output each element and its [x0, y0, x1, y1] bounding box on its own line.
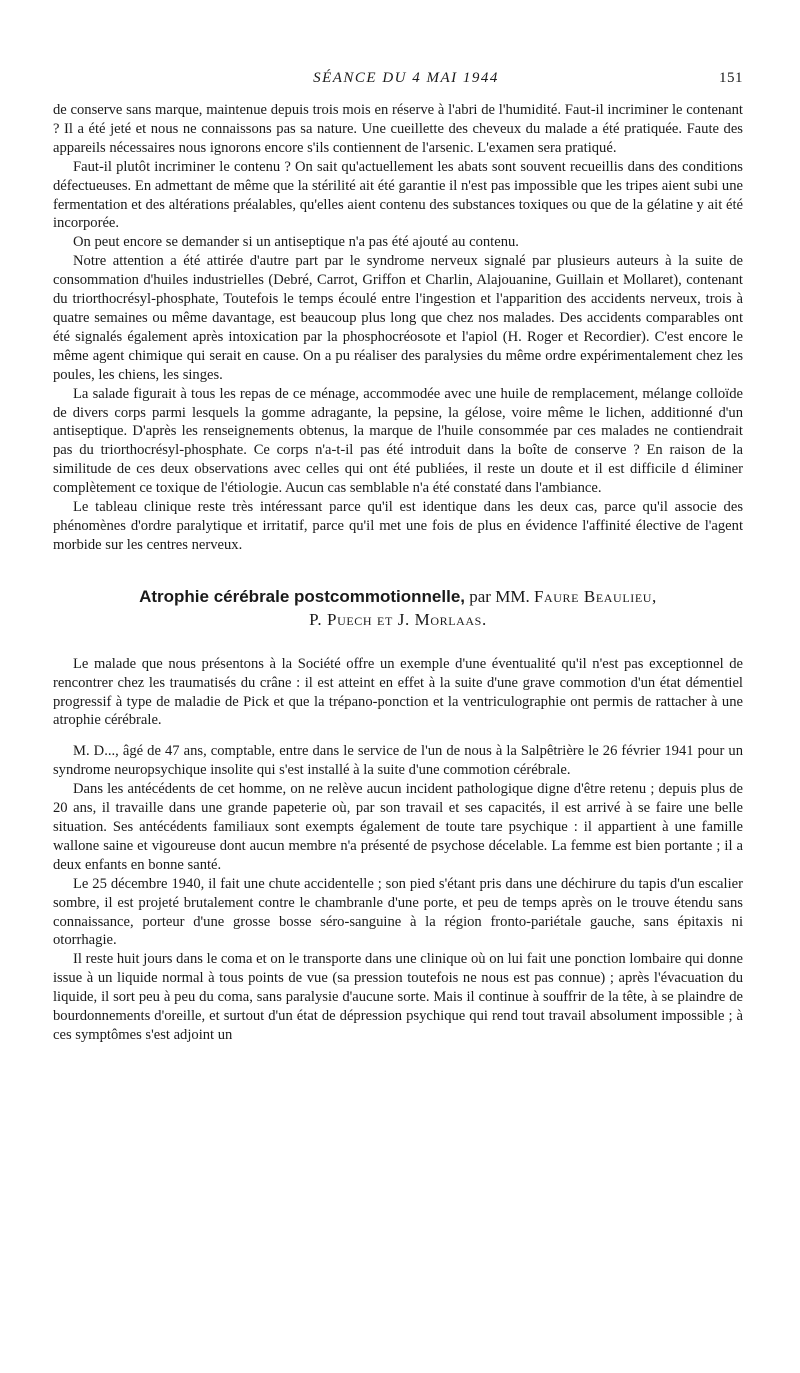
- paragraph: La salade figurait à tous les repas de ce ménage, accommodée avec une huile de remplacement, mélange colloïde de divers corps parmi lesquels la gomme adragante, la pepsine, la gélose, voire même le lichen, additionné d'un antiseptique. D'après les renseignements obtenus, la marque de l'huile consommée par ces malades ne contiendrait pas du triorthocrésyl-phosphate. Ce corps n'a-t-il pas été introduit dans la boîte de conserve ? En raison de la similitude de ces deux observations avec celles qui ont été publiées, il reste un doute et il est difficile d éliminer complètement ce toxique de l'étiologie. Aucun cas semblable n'a été constaté dans l'ambiance.: [53, 385, 743, 497]
- paragraph: de conserve sans marque, maintenue depuis trois mois en réserve à l'abri de l'humidité. Faut-il incriminer le contenant ? Il a été jeté et nous ne connaissons pas sa nature. Une cueillette des cheveux du malade a été pratiquée. Faute des appareils nécessaires nous ignorons encore s'ils contiennent de l'arsenic. L'examen sera pratiqué.: [53, 102, 743, 156]
- paragraph-gap: [53, 730, 743, 742]
- section-title: [53, 585, 743, 631]
- section-author-2: P. Puech et J. Morlaas.: [309, 609, 487, 629]
- paragraph: Faut-il plutôt incriminer le contenu ? On sait qu'actuellement les abats sont souvent recueillis dans des conditions défectueuses. En admettant de même que la stérilité ait été garantie il n'est pas impossible que les tripes aient subi une fermentation et des altérations préalables, qu'elles aient contenu des substances toxiques ou que de la gélatine y ait été incorporée.: [53, 158, 743, 232]
- page: [53, 70, 743, 1045]
- paragraph: Dans les antécédents de cet homme, on ne relève aucun incident pathologique digne d'être retenu ; depuis plus de 20 ans, il travaille dans une grande papeterie où, par son travail et ses capacités, il est arrivé à se faire une belle situation. Ses antécédents familiaux sont exempts également de toute tare psychique : il appartient à une famille wallone saine et vigoureuse dont aucun membre n'a présenté de psychose décelable. La femme est bien portante ; il a deux enfants en bonne santé.: [53, 781, 743, 873]
- section-title-par: par MM.: [469, 586, 530, 606]
- paragraph: M. D..., âgé de 47 ans, comptable, entre dans le service de l'un de nous à la Salpêtrière le 26 février 1941 pour un syndrome neuropsychique insolite qui s'est installé à la suite d'une commotion cérébrale.: [53, 743, 743, 779]
- running-head-title: SÉANCE DU 4 MAI 1944: [313, 70, 499, 86]
- paragraph: On peut encore se demander si un antiseptique n'a pas été ajouté au contenu.: [73, 234, 519, 251]
- section-title-main: Atrophie cérébrale postcommotionnelle,: [139, 586, 465, 606]
- body-text-after: [53, 655, 743, 1045]
- paragraph: Il reste huit jours dans le coma et on le transporte dans une clinique où on lui fait une ponction lombaire qui donne issue à un liquide normal à tous points de vue (sa pression toutefois ne nous est pas connue) ; après l'évacuation du liquide, il sort peu à peu du coma, sans paralysie d'aucune sorte. Mais il continue à souffrir de la tête, à se plaindre de bourdonnements d'oreille, et surtout d'un état de dépression psychique qui rend tout travail absolument impossible ; à ces symptômes s'est adjoint un: [53, 951, 743, 1043]
- running-head: [53, 70, 743, 87]
- paragraph: Le 25 décembre 1940, il fait une chute accidentelle ; son pied s'étant pris dans une déchirure du tapis d'un escalier sombre, il est projeté brutalement contre le chambranle d'une porte, et peu de temps après on le trouve étendu sans connaissance, porteur d'une grosse bosse séro-sanguine à la région fronto-pariétale gauche, sans épitaxis ni otorrhagie.: [53, 875, 743, 949]
- page-number: 151: [719, 70, 743, 86]
- paragraph: Le tableau clinique reste très intéressant parce qu'il est identique dans les deux cas, parce qu'il associe des phénomènes d'ordre paralytique et irritatif, parce qu'il met une fois de plus en évidence l'affinité élective de l'agent morbide sur les centres nerveux.: [53, 499, 743, 553]
- paragraph: Notre attention a été attirée d'autre part par le syndrome nerveux signalé par plusieurs auteurs à la suite de consommation d'huiles industrielles (Debré, Carrot, Griffon et Charlin, Alajouanine, Guillain et Mollaret), contenant du triorthocrésyl-phosphate, Toutefois le temps écoulé entre l'ingestion et l'apparition des accidents nerveux, trois à quatre semaines ou même davantage, est beaucoup plus long que chez nos malades. Des accidents comparables ont été signalés également après intoxication par la phosphocréosote et l'apiol (H. Roger et Recordier). C'est encore le même agent chimique qui serait en cause. On a pu réaliser des paralysies du même ordre expérimentalement chez les poules, les chiens, les singes.: [53, 253, 743, 383]
- body-text-before: [53, 101, 743, 555]
- section-author-1: Faure Beaulieu,: [533, 586, 657, 606]
- paragraph: Le malade que nous présentons à la Société offre un exemple d'une éventualité qu'il n'est pas exceptionnel de rencontrer chez les traumatisés du crâne : il est atteint en effet à la suite d'une grave commotion d'un état démentiel progressif à type de maladie de Pick et que la trépano-ponction et la ventriculographie ont permis de rattacher à une atrophie cérébrale.: [53, 655, 743, 729]
